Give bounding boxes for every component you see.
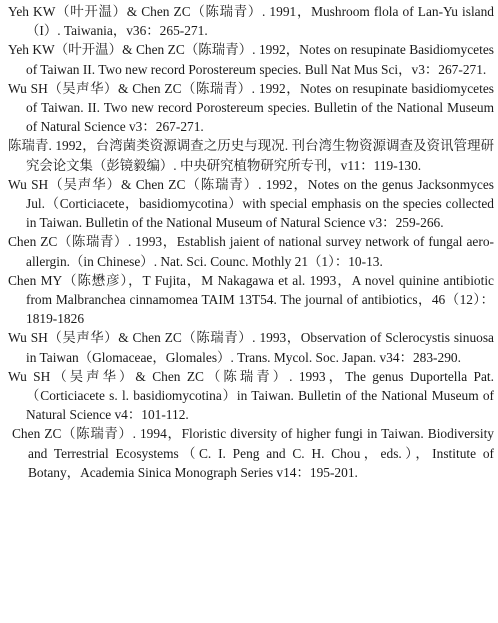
reference-entry: Wu SH（吴声华）& Chen ZC（陈瑞青）. 1992，Notes on resupinate basidiomycetes of Taiwan. II. Two new record Porostereum species. Bulletin of the National Museum of Natural Science v3：267-271.: [8, 80, 494, 135]
reference-entry: Chen ZC（陈瑞青）. 1994，Floristic diversity of higher fungi in Taiwan. Biodiversity and Terrestrial Ecosystems（C. I. Peng and C. H. Chou，eds.），Institute of Botany，Academia Sinica Monograph Series v14：195-201.: [12, 426, 494, 480]
reference-entry: Wu SH（吴声华）& Chen ZC（陈瑞青）. 1993，Observation of Sclerocystis sinuosa in Taiwan（Glomaceae，Glomales）. Trans. Mycol. Soc. Japan. v34：283-290.: [8, 330, 494, 365]
reference-entry: Chen ZC（陈瑞青）. 1993，Establish jaient of national survey network of fungal aero-allergin.（in Chinese）. Nat. Sci. Counc. Mothly 21（1）：10-13.: [8, 234, 494, 269]
reference-entry: Yeh KW（叶开温）& Chen ZC（陈瑞青）. 1991，Mushroom flola of Lan-Yu island（I）. Taiwania，v36：265-271.: [8, 4, 494, 39]
reference-entry: Chen MY（陈懋彦），T Fujita，M Nakagawa et al. 1993，A novel quinine antibiotic from Malbranchea cinnamomea TAIM 13T54. The journal of antibiotics，46（12）：1819-1826: [8, 272, 494, 327]
reference-entry: Wu SH（吴声华）& Chen ZC（陈瑞青）. 1992，Notes on the genus Jacksonmyces Jul.（Corticiacete，basidiomycotina）with special emphasis on the species collected in Taiwan. Bulletin of the National Museum of Natural Science v3：259-266.: [8, 176, 494, 231]
reference-entry: Yeh KW（叶开温）& Chen ZC（陈瑞青）. 1992，Notes on resupinate Basidiomycetes of Taiwan II. Two new record Porostereum species. Bull Nat Mus Sci，v3：267-271.: [8, 42, 494, 77]
reference-entry: 陈瑞青. 1992，台湾菌类资源调查之历史与现况. 刊台湾生物资源调查及资讯管理研究会论文集（彭镜毅编）. 中央研究植物研究所专刊，v11：119-130.: [8, 138, 494, 173]
reference-entry: Wu SH（吴声华）& Chen ZC（陈瑞青）. 1993，The genus Duportella Pat.（Corticiacete s. l. basidiomycotina）in Taiwan. Bulletin of the National Museum of Natural Science v4：101-112.: [8, 368, 494, 423]
